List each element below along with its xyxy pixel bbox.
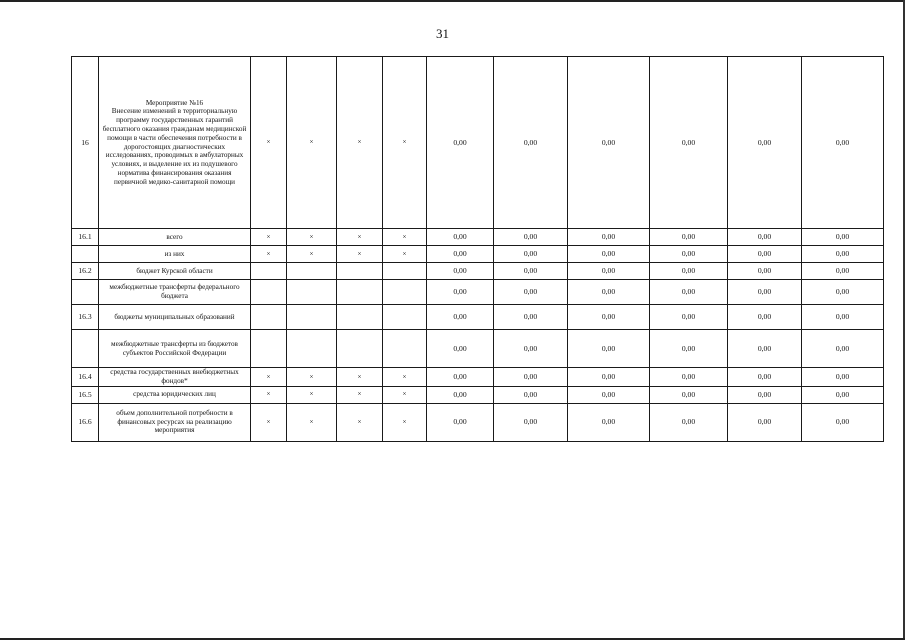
amount-cell: 0,00 xyxy=(650,263,728,280)
amount-cell: 0,00 xyxy=(427,386,494,403)
mark-cell xyxy=(287,305,337,330)
mark-cell: × xyxy=(287,403,337,441)
amount-cell: 0,00 xyxy=(494,246,568,263)
mark-cell xyxy=(383,280,427,305)
measure-name-cell: Мероприятие №16 Внесение изменений в территориальную программу государственных гарантий бесплатного оказания гражданам медицинской помощи в части обеспечения потребности в дорогостоящих диагностических исследованиях, проводимых в амбулаторных условиях, и выделение их из подушевого норматива финансирования оказания первичной медико-санитарной помощи xyxy=(99,57,251,229)
amount-cell: 0,00 xyxy=(802,229,884,246)
amount-cell: 0,00 xyxy=(650,280,728,305)
table-row xyxy=(72,386,884,403)
amount-cell: 0,00 xyxy=(650,305,728,330)
amount-cell: 0,00 xyxy=(650,229,728,246)
amount-cell: 0,00 xyxy=(494,57,568,229)
table-row xyxy=(72,368,884,387)
amount-cell: 0,00 xyxy=(568,229,650,246)
row-number-cell xyxy=(72,246,99,263)
amount-cell: 0,00 xyxy=(728,57,802,229)
row-number-cell: 16.1 xyxy=(72,229,99,246)
amount-cell: 0,00 xyxy=(568,403,650,441)
measure-name-cell: объем дополнительной потребности в финансовых ресурсах на реализацию мероприятия xyxy=(99,403,251,441)
amount-cell: 0,00 xyxy=(728,386,802,403)
table-row xyxy=(72,229,884,246)
table-row xyxy=(72,330,884,368)
amount-cell: 0,00 xyxy=(728,368,802,387)
amount-cell: 0,00 xyxy=(802,57,884,229)
mark-cell: × xyxy=(337,246,383,263)
amount-cell: 0,00 xyxy=(568,263,650,280)
mark-cell xyxy=(383,305,427,330)
amount-cell: 0,00 xyxy=(494,403,568,441)
mark-cell: × xyxy=(251,246,287,263)
amount-cell: 0,00 xyxy=(427,246,494,263)
amount-cell: 0,00 xyxy=(568,305,650,330)
measure-name-cell: межбюджетные трансферты из бюджетов субъектов Российской Федерации xyxy=(99,330,251,368)
mark-cell xyxy=(383,330,427,368)
amount-cell: 0,00 xyxy=(494,280,568,305)
amount-cell: 0,00 xyxy=(728,263,802,280)
amount-cell: 0,00 xyxy=(650,330,728,368)
amount-cell: 0,00 xyxy=(568,386,650,403)
table-row xyxy=(72,263,884,280)
amount-cell: 0,00 xyxy=(650,403,728,441)
row-number-cell: 16 xyxy=(72,57,99,229)
amount-cell: 0,00 xyxy=(802,280,884,305)
amount-cell: 0,00 xyxy=(568,368,650,387)
measure-name-cell: средства государственных внебюджетных фондов* xyxy=(99,368,251,387)
amount-cell: 0,00 xyxy=(802,263,884,280)
table-row xyxy=(72,246,884,263)
table-row xyxy=(72,403,884,441)
mark-cell: × xyxy=(287,229,337,246)
amount-cell: 0,00 xyxy=(728,229,802,246)
measure-name-cell: из них xyxy=(99,246,251,263)
mark-cell xyxy=(337,330,383,368)
amount-cell: 0,00 xyxy=(568,330,650,368)
amount-cell: 0,00 xyxy=(728,246,802,263)
measure-name-cell: бюджет Курской области xyxy=(99,263,251,280)
amount-cell: 0,00 xyxy=(568,280,650,305)
row-number-cell: 16.2 xyxy=(72,263,99,280)
table-body xyxy=(72,57,884,442)
mark-cell: × xyxy=(383,368,427,387)
mark-cell: × xyxy=(287,246,337,263)
row-number-cell: 16.5 xyxy=(72,386,99,403)
mark-cell xyxy=(251,305,287,330)
mark-cell xyxy=(287,330,337,368)
mark-cell: × xyxy=(251,57,287,229)
amount-cell: 0,00 xyxy=(728,403,802,441)
measure-name-cell: межбюджетные трансферты федерального бюджета xyxy=(99,280,251,305)
mark-cell xyxy=(337,263,383,280)
amount-cell: 0,00 xyxy=(568,57,650,229)
mark-cell: × xyxy=(337,57,383,229)
scan-top-edge xyxy=(0,0,905,2)
amount-cell: 0,00 xyxy=(494,368,568,387)
amount-cell: 0,00 xyxy=(650,57,728,229)
mark-cell xyxy=(287,280,337,305)
mark-cell xyxy=(337,305,383,330)
amount-cell: 0,00 xyxy=(427,330,494,368)
amount-cell: 0,00 xyxy=(427,280,494,305)
amount-cell: 0,00 xyxy=(802,330,884,368)
mark-cell: × xyxy=(287,368,337,387)
mark-cell xyxy=(287,263,337,280)
amount-cell: 0,00 xyxy=(494,229,568,246)
row-number-cell: 16.6 xyxy=(72,403,99,441)
mark-cell xyxy=(383,263,427,280)
mark-cell: × xyxy=(251,229,287,246)
mark-cell: × xyxy=(337,386,383,403)
mark-cell: × xyxy=(287,57,337,229)
amount-cell: 0,00 xyxy=(728,280,802,305)
amount-cell: 0,00 xyxy=(427,263,494,280)
mark-cell: × xyxy=(337,368,383,387)
amount-cell: 0,00 xyxy=(494,263,568,280)
amount-cell: 0,00 xyxy=(802,246,884,263)
page-number: 31 xyxy=(436,26,449,41)
amount-cell: 0,00 xyxy=(427,57,494,229)
row-number-cell xyxy=(72,280,99,305)
mark-cell: × xyxy=(383,403,427,441)
amount-cell: 0,00 xyxy=(568,246,650,263)
mark-cell: × xyxy=(337,229,383,246)
table-row xyxy=(72,305,884,330)
amount-cell: 0,00 xyxy=(802,368,884,387)
amount-cell: 0,00 xyxy=(650,386,728,403)
measure-name-cell: средства юридических лиц xyxy=(99,386,251,403)
mark-cell xyxy=(251,280,287,305)
mark-cell: × xyxy=(287,386,337,403)
amount-cell: 0,00 xyxy=(494,305,568,330)
amount-cell: 0,00 xyxy=(728,305,802,330)
amount-cell: 0,00 xyxy=(650,246,728,263)
mark-cell: × xyxy=(251,368,287,387)
table-row xyxy=(72,280,884,305)
amount-cell: 0,00 xyxy=(494,330,568,368)
row-number-cell: 16.4 xyxy=(72,368,99,387)
amount-cell: 0,00 xyxy=(427,305,494,330)
measures-table xyxy=(71,56,884,442)
amount-cell: 0,00 xyxy=(728,330,802,368)
amount-cell: 0,00 xyxy=(802,305,884,330)
amount-cell: 0,00 xyxy=(802,386,884,403)
amount-cell: 0,00 xyxy=(802,403,884,441)
mark-cell: × xyxy=(383,386,427,403)
measure-name-cell: бюджеты муниципальных образований xyxy=(99,305,251,330)
mark-cell xyxy=(251,263,287,280)
mark-cell xyxy=(251,330,287,368)
amount-cell: 0,00 xyxy=(427,368,494,387)
mark-cell xyxy=(337,280,383,305)
row-number-cell: 16.3 xyxy=(72,305,99,330)
mark-cell: × xyxy=(383,229,427,246)
mark-cell: × xyxy=(383,246,427,263)
table-row xyxy=(72,57,884,229)
amount-cell: 0,00 xyxy=(650,368,728,387)
mark-cell: × xyxy=(337,403,383,441)
amount-cell: 0,00 xyxy=(427,229,494,246)
mark-cell: × xyxy=(383,57,427,229)
mark-cell: × xyxy=(251,403,287,441)
amount-cell: 0,00 xyxy=(427,403,494,441)
row-number-cell xyxy=(72,330,99,368)
measure-name-cell: всего xyxy=(99,229,251,246)
mark-cell: × xyxy=(251,386,287,403)
amount-cell: 0,00 xyxy=(494,386,568,403)
